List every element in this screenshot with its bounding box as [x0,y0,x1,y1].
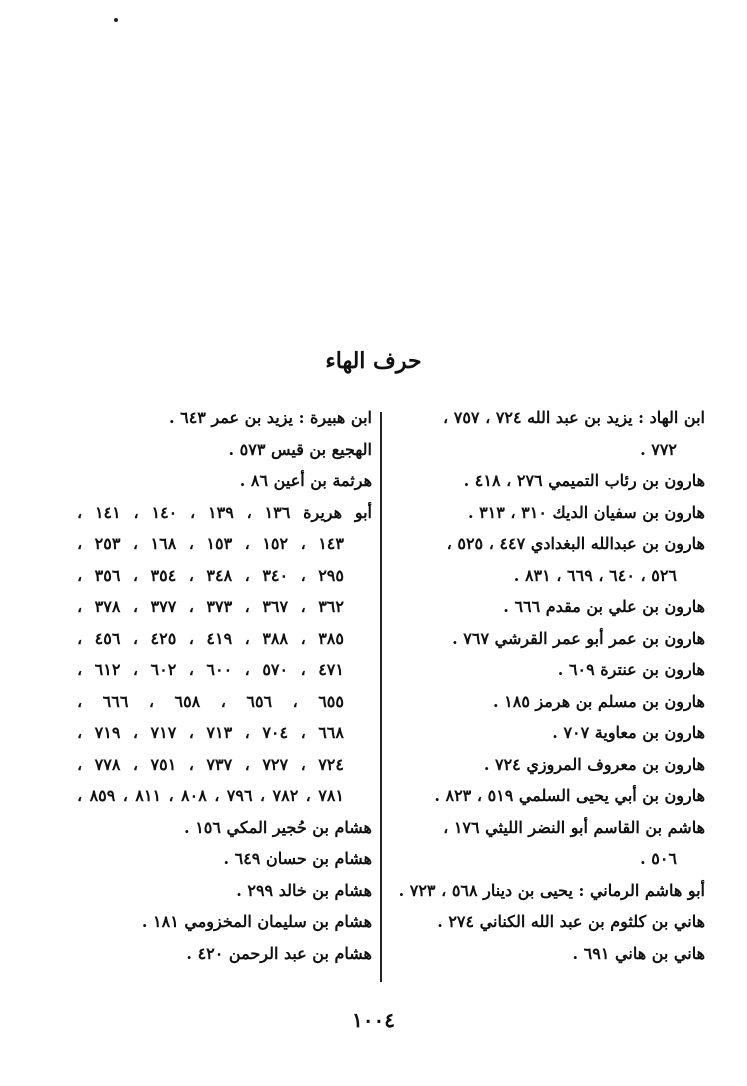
index-column-left [77,402,372,969]
index-entry: هشام بن خالد ٢٩٩ . [236,880,372,900]
index-entry: الهجيع بن قيس ٥٧٣ . [228,439,372,459]
index-column-right [365,402,705,969]
index-entry: هارون بن عمر أبو عمر القرشي ٧٦٧ . [452,628,705,648]
index-entry: هشام بن سليمان المخزومي ١٨١ . [141,912,372,931]
index-entry: هشام بن حسان ٦٤٩ . [223,849,372,868]
index-entry: هشام بن حُجير المكي ١٥٦ . [184,817,372,837]
index-entry: أبو هاشم الرماني : يحيى بن دينار ٥٦٨ ، ٧٢٣ . [398,880,705,900]
index-entry: أبو هريرة ١٣٦ ، ١٣٩ ، ١٤٠ ، ١٤١ ، [77,502,372,522]
page-number: ١٠٠٤ [352,1008,395,1032]
index-entry-continuation: ٦٦٨ ، ٧٠٤ ، ٧١٣ ، ٧١٧ ، ٧١٩ ، [77,723,344,742]
index-entry-continuation: ٥٢٦ ، ٦٤٠ ، ٦٦٩ ، ٨٣١ . [513,565,677,585]
index-entry: هارون بن عبدالله البغدادي ٤٤٧ ، ٥٢٥ ، [446,534,705,553]
index-entry: هارون بن سفيان الديك ٣١٠ ، ٣١٣ . [467,502,705,522]
index-entry: هاني بن هاني ٦٩١ . [572,943,705,963]
index-entry: ابن الهاد : يزيد بن عبد الله ٧٢٤ ، ٧٥٧ ، [442,408,705,427]
index-entry: هارون بن أبي يحيى السلمي ٥١٩ ، ٨٢٣ . [434,786,705,805]
index-entry-continuation: ٢٩٥ ، ٣٤٠ ، ٣٤٨ ، ٣٥٤ ، ٣٥٦ ، [77,565,344,585]
index-entry: هارون بن علي بن مقدم ٦٦٦ . [503,597,705,616]
index-entry: هارون بن معروف المروزي ٧٢٤ . [483,754,705,774]
index-entry-continuation: ٧٢٤ ، ٧٢٧ ، ٧٣٧ ، ٧٥١ ، ٧٧٨ ، [77,754,344,774]
index-entry-continuation: ٧٨١ ، ٧٨٢ ، ٧٩٦ ، ٨٠٨ ، ٨١١ ، ٨٥٩ ، [77,786,345,805]
index-entry-continuation: ٥٠٦ . [640,849,677,868]
index-entry-continuation: ٣٦٢ ، ٣٦٧ ، ٣٧٣ ، ٣٧٧ ، ٣٧٨ ، [77,597,344,616]
index-entry: هارون بن معاوية ٧٠٧ . [552,723,705,742]
index-entry: هارون بن عنترة ٦٠٩ . [557,660,705,679]
index-entry: هاشم بن القاسم أبو النضر الليثي ١٧٦ ، [443,817,705,837]
index-entry: ابن هبيرة : يزيد بن عمر ٦٤٣ . [168,408,372,427]
index-entry-continuation: ١٤٣ ، ١٥٢ ، ١٥٣ ، ١٦٨ ، ٢٥٣ ، [77,534,344,553]
column-divider [380,412,382,982]
index-entry-continuation: ٣٨٥ ، ٣٨٨ ، ٤١٩ ، ٤٢٥ ، ٤٥٦ ، [77,628,344,648]
section-heading: حرف الهاء [325,348,422,374]
index-entry: هارون بن مسلم بن هرمز ١٨٥ . [492,691,705,711]
index-entry-continuation: ٧٧٢ . [640,439,677,459]
index-entry: هاني بن كلثوم بن عبد الله الكناني ٢٧٤ . [437,912,705,931]
index-entry: هشام بن عبد الرحمن ٤٢٠ . [186,943,372,963]
index-entry-continuation: ٤٧١ ، ٥٧٠ ، ٦٠٠ ، ٦٠٢ ، ٦١٢ ، [77,660,344,679]
index-entry-continuation: ٦٥٥ ، ٦٥٦ ، ٦٥٨ ، ٦٦٦ ، [77,691,344,711]
stray-mark [114,18,118,22]
index-entry: هرثمة بن أعين ٨٦ . [239,471,372,490]
index-entry: هارون بن رئاب التميمي ٢٧٦ ، ٤١٨ . [463,471,705,490]
